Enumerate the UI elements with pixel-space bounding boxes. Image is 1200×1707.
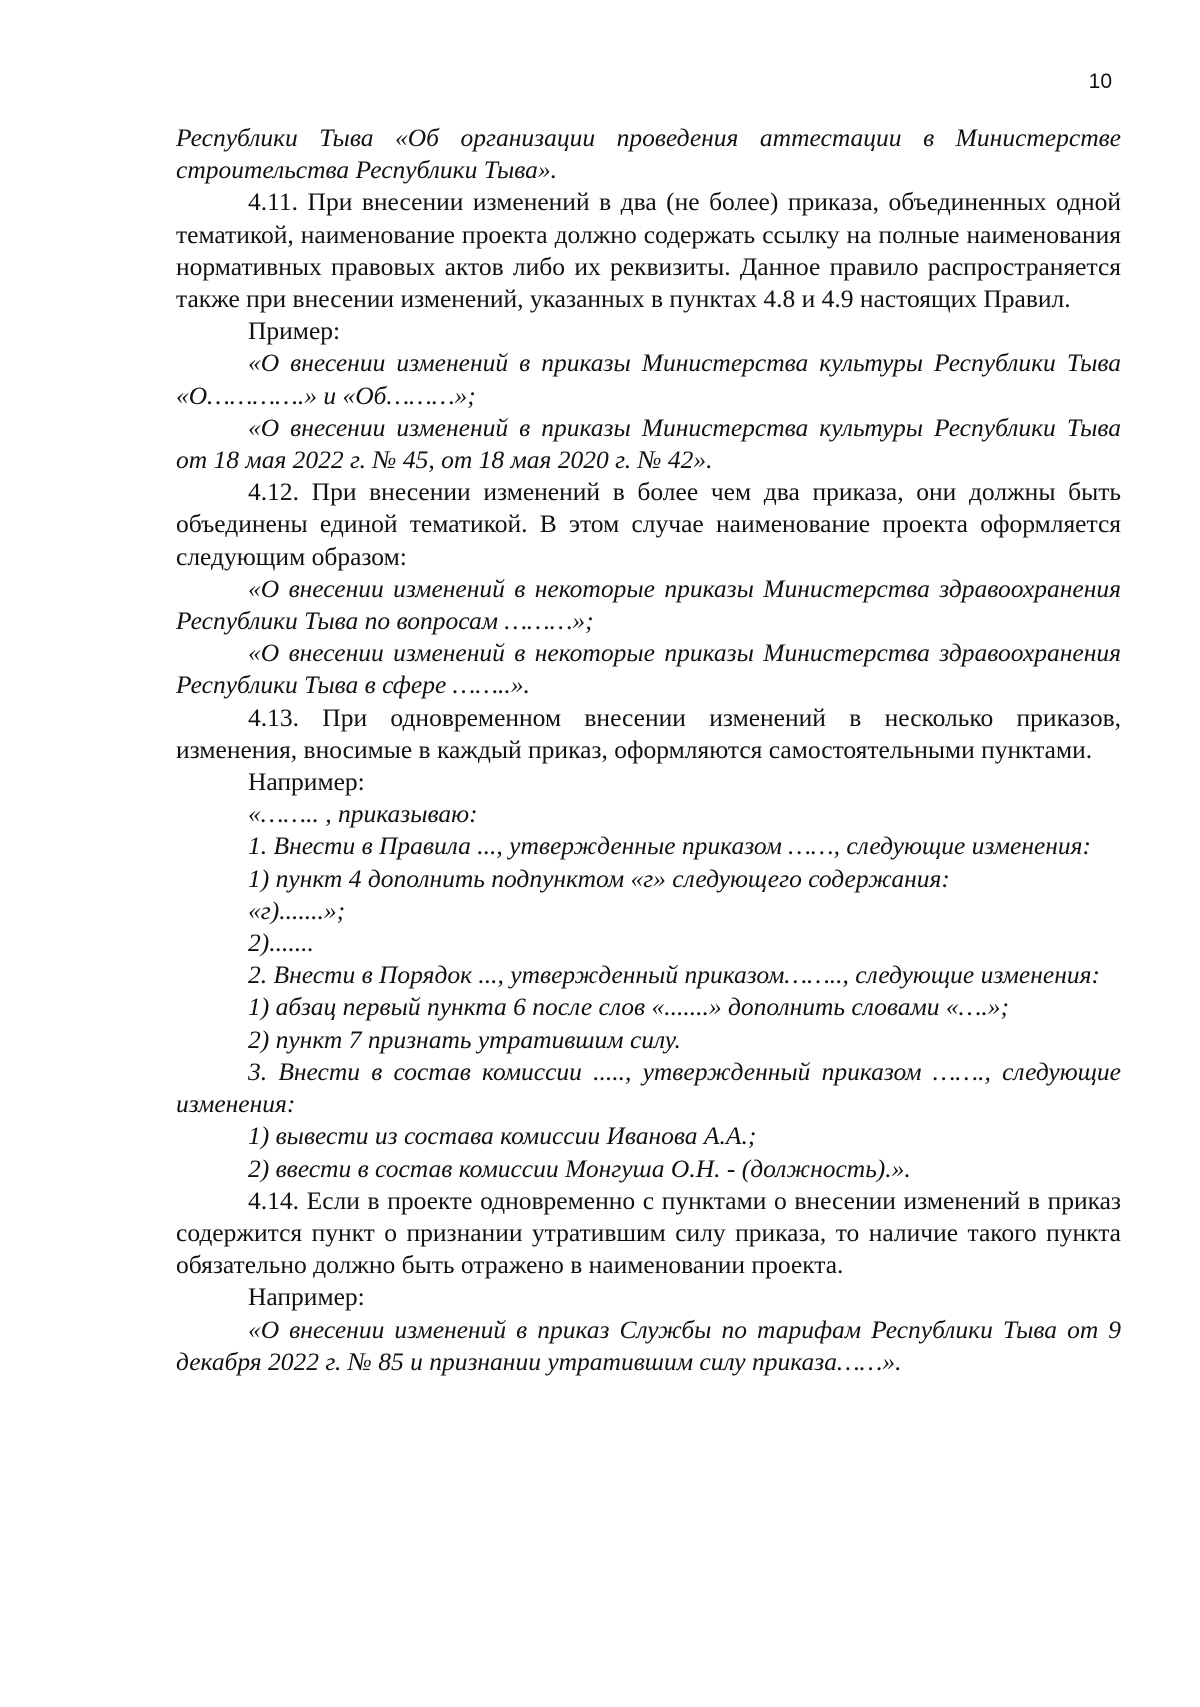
paragraph-4-12: 4.12. При внесении изменений в более чем два приказа, они должны быть объединены единой тематикой. В этом случае наименование проекта оформляется следующим образом: [176, 477, 1121, 571]
paragraph-order-sub-2-1: 1) абзац первый пункта 6 после слов «.......» дополнить словами «….»; [248, 992, 1009, 1022]
document-body [176, 122, 1121, 1378]
paragraph-example-5: «О внесении изменений в приказ Службы по тарифам Республики Тыва от 9 декабря 2022 г. № 85 и признании утратившим силу приказа……». [176, 1314, 1121, 1376]
paragraph-order-intro: «…….. , приказываю: [248, 799, 478, 829]
paragraph-example-label-3: Например: [248, 1282, 365, 1312]
paragraph-order-item-1: 1. Внести в Правила ..., утвержденные приказом ……, следующие изменения: [248, 831, 1092, 861]
paragraph-order-sub-1-1-text: «г).......»; [248, 895, 346, 925]
paragraph-example-3: «О внесении изменений в некоторые приказы Министерства здравоохранения Республики Тыва по вопросам ………»; [176, 573, 1121, 636]
paragraph-4-14: 4.14. Если в проекте одновременно с пунктами о внесении изменений в приказ содержится пункт о признании утратившим силу приказа, то наличие такого пункта обязательно должно быть отражено в наименовании проекта. [176, 1185, 1121, 1280]
paragraph-example-label-2: Например: [248, 767, 365, 797]
page-number: 10 [1088, 70, 1112, 93]
paragraph-4-11: 4.11. При внесении изменений в два (не более) приказа, объединенных одной тематикой, наименование проекта должно содержать ссылку на полные наименования нормативных правовых актов либо их реквизиты. Данное правило распространяется также при внесении изменений, указанных в пунктах 4.8 и 4.9 настоящих Правил. [176, 187, 1121, 314]
paragraph-4-13: 4.13. При одновременном внесении изменений в несколько приказов, изменения, вносимые в каждый приказ, оформляются самостоятельными пунктами. [176, 702, 1121, 764]
paragraph-order-sub-2-2: 2) пункт 7 признать утратившим силу. [248, 1024, 681, 1054]
paragraph-order-sub-1-1: 1) пункт 4 дополнить подпунктом «г» следующего содержания: [248, 863, 950, 893]
paragraph-example-4: «О внесении изменений в некоторые приказы Министерства здравоохранения Республики Тыва в сфере ……..». [176, 638, 1121, 700]
paragraph-order-item-3: 3. Внести в состав комиссии ....., утвержденный приказом ……., следующие изменения: [176, 1056, 1121, 1119]
paragraph-title-continuation: Республики Тыва «Об организации проведения аттестации в Министерстве строительства Республики Тыва». [176, 123, 1121, 185]
paragraph-example-1: «О внесении изменений в приказы Министерства культуры Республики Тыва «О………….» и «Об………»; [176, 348, 1121, 410]
paragraph-example-2: «О внесении изменений в приказы Министерства культуры Республики Тыва от 18 мая 2022 г. № 45, от 18 мая 2020 г. № 42». [176, 412, 1121, 475]
paragraph-order-sub-3-1: 1) вывести из состава комиссии Иванова А.А.; [248, 1121, 757, 1151]
paragraph-order-sub-1-2: 2)....... [248, 928, 314, 958]
paragraph-order-sub-3-2: 2) ввести в состав комиссии Монгуша О.Н. - (должность).». [248, 1153, 911, 1183]
paragraph-order-item-2: 2. Внести в Порядок ..., утвержденный приказом…….., следующие изменения: [248, 960, 1100, 990]
paragraph-example-label: Пример: [248, 316, 341, 346]
